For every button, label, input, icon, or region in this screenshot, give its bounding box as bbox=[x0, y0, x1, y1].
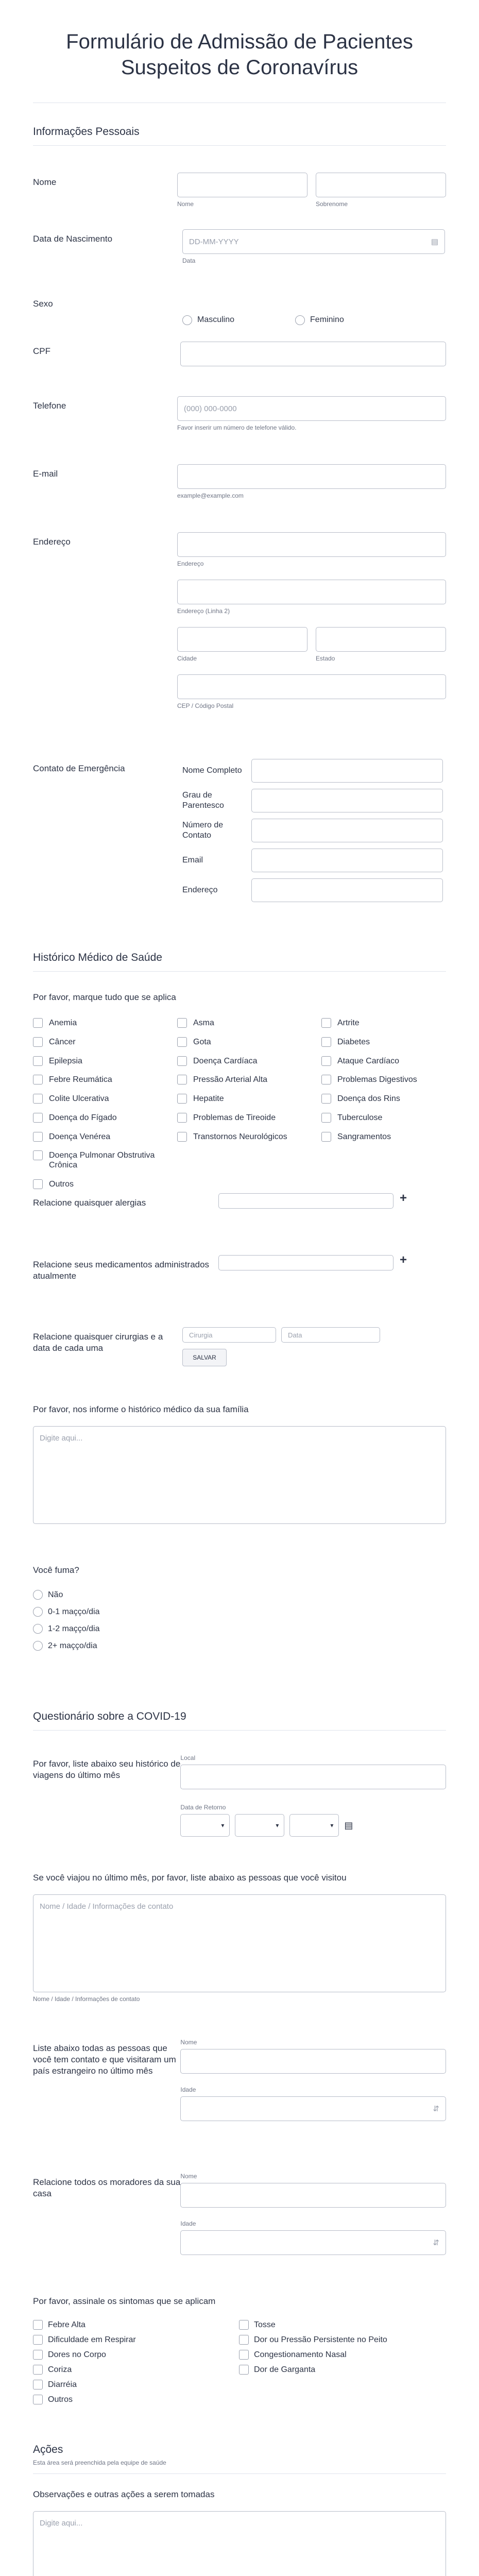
return-day-select[interactable]: ▾ bbox=[180, 1814, 230, 1837]
condition-option[interactable] bbox=[177, 1018, 321, 1032]
covid-section-heading: Questionário sobre a COVID-19 bbox=[33, 1688, 446, 1731]
email-sub: example@example.com bbox=[177, 492, 244, 499]
sex-female-option[interactable] bbox=[295, 298, 344, 342]
housemates-name-input[interactable] bbox=[180, 2183, 446, 2208]
checkbox[interactable] bbox=[239, 2320, 249, 2330]
condition-option[interactable] bbox=[177, 1094, 321, 1108]
allergies-label: Relacione quaisquer alergias bbox=[33, 1198, 146, 1208]
checkbox[interactable] bbox=[33, 2380, 43, 2389]
housemates-label: Relacione todos os moradores da sua casa bbox=[33, 2177, 181, 2198]
dob-label: Data de Nascimento bbox=[33, 234, 113, 244]
condition-option[interactable] bbox=[33, 1132, 177, 1146]
checkbox[interactable] bbox=[321, 1094, 331, 1104]
checkbox[interactable] bbox=[177, 1037, 187, 1047]
travel-row bbox=[33, 1754, 446, 1873]
condition-option bbox=[177, 1150, 321, 1174]
emergency-field-label: Nome Completo bbox=[182, 766, 242, 775]
condition-option bbox=[177, 1179, 321, 1193]
emergency-phone-input[interactable] bbox=[251, 819, 443, 842]
phone-label: Telefone bbox=[33, 401, 66, 411]
condition-label: Colite Ulcerativa bbox=[49, 1094, 109, 1104]
checkbox[interactable] bbox=[321, 1037, 331, 1047]
condition-label: Hepatite bbox=[193, 1094, 224, 1104]
dob-placeholder: DD-MM-YYYY bbox=[189, 237, 239, 246]
zip-input[interactable] bbox=[177, 674, 446, 699]
condition-label: Epilepsia bbox=[49, 1056, 82, 1065]
email-row bbox=[33, 464, 446, 532]
condition-label: Doença dos Rins bbox=[337, 1094, 400, 1104]
condition-option[interactable] bbox=[33, 1037, 177, 1051]
form-title: Formulário de Admissão de Pacientes Suspeitos de Coronavírus bbox=[66, 30, 413, 79]
phone-input[interactable] bbox=[177, 396, 446, 421]
condition-label: Diabetes bbox=[337, 1037, 370, 1046]
meds-input[interactable] bbox=[218, 1255, 394, 1270]
smoke-options bbox=[33, 1590, 446, 1688]
symptom-option[interactable] bbox=[239, 2350, 387, 2360]
abroad-name-input[interactable] bbox=[180, 2049, 446, 2074]
address-line1-input[interactable] bbox=[177, 532, 446, 557]
condition-option[interactable] bbox=[177, 1075, 321, 1089]
condition-label: Ataque Cardíaco bbox=[337, 1056, 400, 1065]
cpf-input[interactable] bbox=[180, 342, 446, 366]
condition-label: Outros bbox=[49, 1180, 74, 1189]
symptom-label: Dores no Corpo bbox=[48, 2350, 106, 2359]
symptom-label: Febre Alta bbox=[48, 2320, 85, 2329]
condition-option[interactable] bbox=[33, 1075, 177, 1089]
smoke-option[interactable] bbox=[33, 1607, 446, 1617]
emergency-field-label: Endereço bbox=[182, 886, 218, 894]
checkbox[interactable] bbox=[321, 1018, 331, 1028]
checkbox[interactable] bbox=[33, 2395, 43, 2404]
phone-placeholder: (000) 000-0000 bbox=[184, 404, 237, 413]
state-sub: Estado bbox=[316, 655, 335, 662]
symptoms-question: Por favor, assinale os sintomas que se aplicam bbox=[33, 2296, 216, 2306]
symptom-option[interactable] bbox=[239, 2365, 387, 2375]
condition-label: Problemas Digestivos bbox=[337, 1075, 417, 1084]
smoke-option-label: 2+ maçço/dia bbox=[48, 1641, 97, 1650]
symptoms-grid bbox=[33, 2320, 446, 2438]
notes-placeholder: Digite aqui... bbox=[40, 2519, 83, 2528]
symptom-label: Outros bbox=[48, 2395, 73, 2404]
smoke-option-label: 1-2 maçço/dia bbox=[48, 1624, 100, 1633]
conditions-grid bbox=[33, 1018, 446, 1193]
checkbox[interactable] bbox=[33, 2365, 43, 2375]
checkbox[interactable] bbox=[239, 2335, 249, 2345]
zip-sub: CEP / Código Postal bbox=[177, 702, 234, 709]
checkbox[interactable] bbox=[177, 1113, 187, 1123]
state-input[interactable] bbox=[316, 627, 446, 652]
surgery-date-input[interactable] bbox=[281, 1327, 380, 1343]
contacts-placeholder: Nome / Idade / Informações de contato bbox=[40, 1902, 174, 1911]
housemates-age-input[interactable] bbox=[180, 2230, 446, 2255]
smoke-question: Você fuma? bbox=[33, 1565, 79, 1575]
family-placeholder: Digite aqui... bbox=[40, 1434, 83, 1443]
sex-label: Sexo bbox=[33, 299, 53, 309]
spinner-icon[interactable]: ⇵ bbox=[433, 2105, 439, 2113]
emergency-field-label: Número de Contato bbox=[182, 821, 224, 840]
condition-label: Tuberculose bbox=[337, 1113, 383, 1122]
condition-option[interactable] bbox=[321, 1018, 466, 1032]
radio-circle[interactable] bbox=[33, 1624, 43, 1634]
address-label: Endereço bbox=[33, 537, 71, 547]
calendar-icon[interactable]: ▤ bbox=[344, 1820, 353, 1831]
condition-label: Doença Pulmonar Obstrutiva Crônica bbox=[49, 1151, 155, 1170]
personal-section-heading: Informações Pessoais bbox=[33, 103, 446, 146]
surgery-col1: Cirurgia bbox=[189, 1331, 213, 1339]
phone-row bbox=[33, 396, 446, 464]
symptom-option[interactable] bbox=[33, 2335, 239, 2345]
spinner-icon[interactable]: ⇵ bbox=[433, 2239, 439, 2247]
contacts-question: Se você viajou no último mês, por favor, liste abaixo as pessoas que você visitou bbox=[33, 1873, 347, 1883]
condition-option[interactable] bbox=[321, 1113, 466, 1127]
checkbox[interactable] bbox=[33, 2350, 43, 2360]
housemates-age-sub: Idade bbox=[180, 2220, 196, 2227]
checkbox[interactable] bbox=[33, 1037, 43, 1047]
checkbox[interactable] bbox=[177, 1094, 187, 1104]
abroad-age-input[interactable] bbox=[180, 2096, 446, 2121]
condition-label: Febre Reumática bbox=[49, 1075, 112, 1084]
condition-option[interactable] bbox=[321, 1132, 466, 1146]
checkbox[interactable] bbox=[33, 1113, 43, 1123]
return-month-select[interactable]: ▾ bbox=[235, 1814, 284, 1837]
surgery-col2: Data bbox=[288, 1331, 302, 1339]
emergency-field-label: Email bbox=[182, 856, 203, 865]
housemates-name-sub: Nome bbox=[180, 2173, 197, 2180]
condition-option[interactable] bbox=[321, 1056, 466, 1070]
condition-label: Doença Cardíaca bbox=[193, 1056, 258, 1065]
checkbox[interactable] bbox=[321, 1113, 331, 1123]
condition-option[interactable] bbox=[177, 1056, 321, 1070]
condition-option[interactable] bbox=[33, 1150, 177, 1174]
condition-label: Doença Venérea bbox=[49, 1132, 111, 1141]
smoke-option-label: 0-1 maçço/dia bbox=[48, 1607, 100, 1616]
radio-circle[interactable] bbox=[295, 315, 305, 325]
checkbox[interactable] bbox=[33, 1132, 43, 1142]
surgery-label: Relacione quaisquer cirurgias e a data de cada uma bbox=[33, 1332, 163, 1353]
symptom-label: Diarréia bbox=[48, 2380, 77, 2389]
condition-label: Pressão Arterial Alta bbox=[193, 1075, 268, 1084]
dob-sub: Data bbox=[182, 257, 196, 264]
symptom-option[interactable] bbox=[33, 2365, 239, 2375]
condition-option[interactable] bbox=[177, 1037, 321, 1051]
sex-row bbox=[33, 294, 446, 342]
condition-option[interactable] bbox=[177, 1132, 321, 1146]
symptom-option[interactable] bbox=[33, 2380, 239, 2389]
last-name-sub: Sobrenome bbox=[316, 200, 348, 208]
smoke-option[interactable] bbox=[33, 1624, 446, 1634]
notes-label: Observações e outras ações a serem tomadas bbox=[33, 2489, 215, 2499]
calendar-icon[interactable]: ▤ bbox=[431, 238, 438, 246]
condition-option[interactable] bbox=[33, 1179, 177, 1193]
city-sub: Cidade bbox=[177, 655, 197, 662]
symptom-label: Dificuldade em Respirar bbox=[48, 2335, 136, 2344]
condition-option[interactable] bbox=[177, 1113, 321, 1127]
address-line2-sub: Endereço (Linha 2) bbox=[177, 607, 230, 615]
contacts-textarea[interactable] bbox=[33, 1894, 446, 1992]
name-row bbox=[33, 173, 446, 229]
checkbox[interactable] bbox=[321, 1075, 331, 1084]
first-name-sub: Nome bbox=[177, 200, 194, 208]
condition-option bbox=[321, 1150, 466, 1174]
add-allergy-button[interactable]: + bbox=[400, 1191, 407, 1205]
dob-row bbox=[33, 229, 446, 294]
symptom-option[interactable] bbox=[239, 2320, 387, 2330]
save-surgery-button[interactable]: SALVAR bbox=[182, 1349, 227, 1366]
cpf-label: CPF bbox=[33, 346, 50, 356]
emergency-email-input[interactable] bbox=[251, 849, 443, 872]
checkbox[interactable] bbox=[321, 1056, 331, 1066]
symptom-option[interactable] bbox=[33, 2320, 239, 2330]
actions-section-heading: Ações bbox=[33, 2444, 63, 2455]
emergency-name-input[interactable] bbox=[251, 759, 443, 783]
abroad-age-sub: Idade bbox=[180, 2086, 196, 2093]
condition-label: Artrite bbox=[337, 1019, 360, 1027]
checkbox[interactable] bbox=[33, 2320, 43, 2330]
symptoms-right bbox=[239, 2320, 387, 2438]
condition-label: Problemas de Tireoide bbox=[193, 1113, 276, 1122]
phone-sub: Favor inserir um número de telefone válido. bbox=[177, 424, 297, 431]
sex-male-label: Masculino bbox=[197, 315, 235, 324]
checkbox[interactable] bbox=[33, 1056, 43, 1066]
notes-textarea[interactable] bbox=[33, 2511, 446, 2576]
condition-option[interactable] bbox=[33, 1018, 177, 1032]
city-input[interactable] bbox=[177, 627, 307, 652]
dob-input[interactable] bbox=[182, 229, 445, 254]
checkbox[interactable] bbox=[239, 2350, 249, 2360]
checkbox[interactable] bbox=[321, 1132, 331, 1142]
travel-return-sub: Data de Retorno bbox=[180, 1804, 226, 1811]
history-section-heading: Histórico Médico de Saúde bbox=[33, 929, 446, 972]
abroad-row bbox=[33, 2039, 446, 2173]
travel-local-sub: Local bbox=[180, 1754, 196, 1761]
condition-option[interactable] bbox=[321, 1075, 466, 1089]
condition-label: Câncer bbox=[49, 1037, 76, 1046]
email-input[interactable] bbox=[177, 464, 446, 489]
name-label: Nome bbox=[33, 177, 57, 187]
symptom-label: Dor ou Pressão Persistente no Peito bbox=[254, 2335, 387, 2344]
condition-label: Gota bbox=[193, 1037, 211, 1046]
checkbox[interactable] bbox=[177, 1056, 187, 1066]
symptom-option[interactable] bbox=[239, 2335, 387, 2345]
symptom-label: Tosse bbox=[254, 2320, 276, 2329]
smoke-option[interactable] bbox=[33, 1641, 446, 1651]
sex-female-label: Feminino bbox=[310, 315, 344, 324]
symptom-option[interactable] bbox=[33, 2395, 239, 2404]
radio-circle[interactable] bbox=[33, 1607, 43, 1617]
checkbox[interactable] bbox=[177, 1075, 187, 1084]
condition-option[interactable] bbox=[33, 1056, 177, 1070]
surgery-row bbox=[33, 1327, 446, 1404]
smoke-option-label: Não bbox=[48, 1590, 63, 1599]
emergency-address-input[interactable] bbox=[251, 878, 443, 902]
family-question: Por favor, nos informe o histórico médico da sua família bbox=[33, 1404, 249, 1414]
emergency-row bbox=[33, 759, 446, 929]
condition-label: Doença do Fígado bbox=[49, 1113, 117, 1122]
checkbox[interactable] bbox=[33, 2335, 43, 2345]
checkbox[interactable] bbox=[33, 1179, 43, 1189]
abroad-name-sub: Nome bbox=[180, 2039, 197, 2046]
checkbox[interactable] bbox=[33, 1094, 43, 1104]
symptom-option[interactable] bbox=[33, 2350, 239, 2360]
condition-label: Sangramentos bbox=[337, 1132, 391, 1141]
radio-circle[interactable] bbox=[182, 315, 192, 325]
housemates-row bbox=[33, 2173, 446, 2296]
radio-circle[interactable] bbox=[33, 1641, 43, 1651]
last-name-input[interactable] bbox=[316, 173, 446, 197]
form-header bbox=[33, 0, 446, 103]
condition-label: Transtornos Neurológicos bbox=[193, 1132, 287, 1141]
meds-row bbox=[33, 1255, 446, 1327]
condition-option bbox=[321, 1179, 466, 1193]
travel-label: Por favor, liste abaixo seu histórico de viagens do último mês bbox=[33, 1759, 181, 1780]
checkbox[interactable] bbox=[177, 1018, 187, 1028]
smoke-option[interactable] bbox=[33, 1590, 446, 1600]
emergency-field-label: Grau de Parentesco bbox=[182, 791, 224, 810]
surgery-name-input[interactable] bbox=[182, 1327, 276, 1343]
meds-label: Relacione seus medicamentos administrados atualmente bbox=[33, 1260, 210, 1281]
allergies-input[interactable] bbox=[218, 1193, 394, 1209]
condition-option[interactable] bbox=[321, 1037, 466, 1051]
conditions-question: Por favor, marque tudo que se aplica bbox=[33, 992, 176, 1002]
add-med-button[interactable]: + bbox=[400, 1253, 407, 1267]
symptom-label: Dor de Garganta bbox=[254, 2365, 316, 2374]
radio-circle[interactable] bbox=[33, 1590, 43, 1600]
emergency-relation-input[interactable] bbox=[251, 789, 443, 812]
cpf-row bbox=[33, 342, 446, 396]
condition-option[interactable] bbox=[33, 1113, 177, 1127]
address-line1-sub: Endereço bbox=[177, 560, 204, 567]
symptoms-left bbox=[33, 2320, 239, 2438]
condition-option[interactable] bbox=[321, 1094, 466, 1108]
address-row bbox=[33, 532, 446, 759]
condition-label: Asma bbox=[193, 1019, 214, 1027]
return-year-select[interactable]: ▾ bbox=[289, 1814, 339, 1837]
checkbox[interactable] bbox=[33, 1075, 43, 1084]
actions-subheading: Esta área será preenchida pela equipe de saúde bbox=[33, 2459, 446, 2474]
first-name-input[interactable] bbox=[177, 173, 307, 197]
address-line2-input[interactable] bbox=[177, 580, 446, 604]
checkbox[interactable] bbox=[33, 1018, 43, 1028]
abroad-label: Liste abaixo todas as pessoas que você tem contato e que visitaram um país estrangeiro no último mês bbox=[33, 2043, 176, 2076]
family-history-textarea[interactable] bbox=[33, 1426, 446, 1524]
contacts-sub: Nome / Idade / Informações de contato bbox=[33, 1995, 140, 2003]
checkbox[interactable] bbox=[33, 1150, 43, 1160]
checkbox[interactable] bbox=[239, 2365, 249, 2375]
sex-male-option[interactable] bbox=[182, 298, 234, 342]
condition-option[interactable] bbox=[33, 1094, 177, 1108]
allergies-row bbox=[33, 1193, 446, 1255]
email-label: E-mail bbox=[33, 469, 58, 479]
symptom-label: Congestionamento Nasal bbox=[254, 2350, 347, 2359]
emergency-label: Contato de Emergência bbox=[33, 764, 125, 773]
condition-label: Anemia bbox=[49, 1019, 77, 1027]
checkbox[interactable] bbox=[177, 1132, 187, 1142]
travel-local-input[interactable] bbox=[180, 1765, 446, 1789]
symptom-label: Coriza bbox=[48, 2365, 72, 2374]
